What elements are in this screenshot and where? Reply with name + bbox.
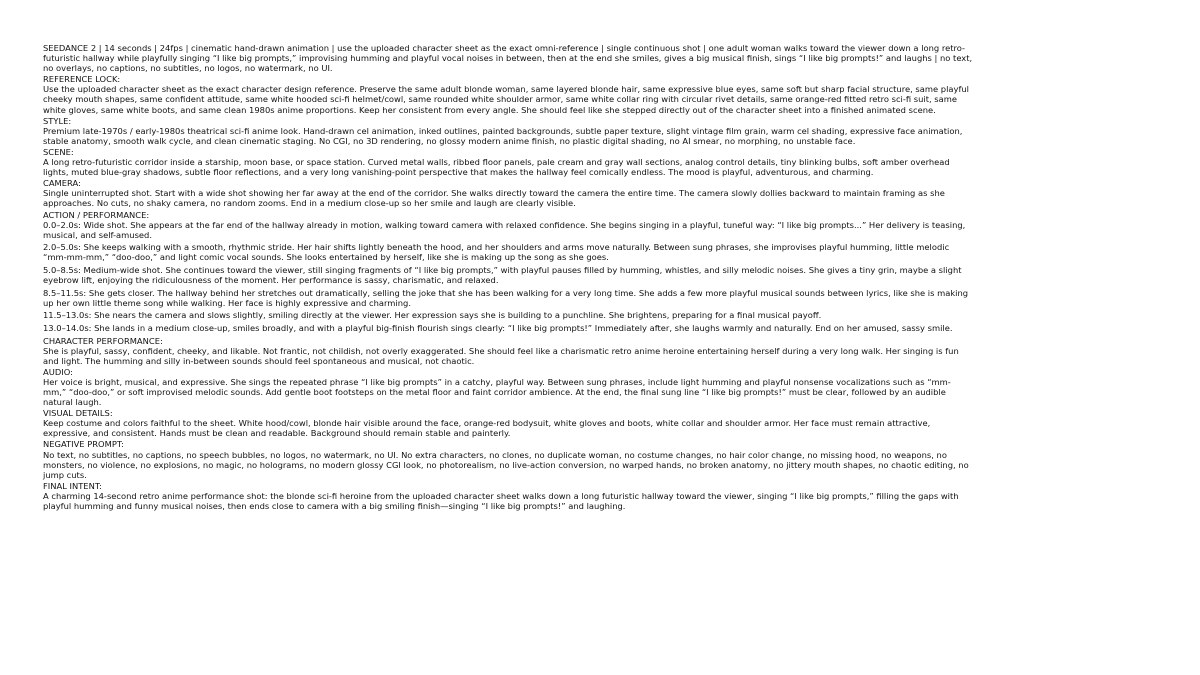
- audio-heading: AUDIO:: [43, 366, 73, 377]
- action-beat-4: 8.5–11.5s: She gets closer. The hallway behind her stretches out dramatically, selling the joke that she has been walking for a very long time. She adds a few more playful musical sounds between lyrics, like she is making up her own little theme song while walking. Her face is highly expressive and charming.: [43, 287, 969, 308]
- action-beat-5: 11.5–13.0s: She nears the camera and slows slightly, smiling directly at the viewer. Her expression says she is building to a punchline. She brightens, preparing for a final musical payoff.: [43, 310, 822, 321]
- action-beat-1: 0.0–2.0s: Wide shot. She appears at the far end of the hallway already in motion, walking toward camera with relaxed confidence. She begins singing in a playful, tuneful way: “I like big prompts...” Her delivery is teasing, musical, and self-amused.: [43, 219, 966, 240]
- visual-details-heading: VISUAL DETAILS:: [43, 408, 113, 419]
- camera-body: Single uninterrupted shot. Start with a wide shot showing her far away at the end of the corridor. She walks directly toward the camera the entire time. The camera slowly dollies backward to maintain framing as she approaches. No cuts, no shaky camera, no random zooms. End in a medium close-up so her smile and laugh are clearly visible.: [43, 188, 945, 209]
- character-performance-heading: CHARACTER PERFORMANCE:: [43, 335, 163, 346]
- negative-prompt-body: No text, no subtitles, no captions, no speech bubbles, no logos, no watermark, no UI. No extra characters, no clones, no duplicate woman, no costume changes, no hair color change, no missing hood, no weapons, no monsters, no violence, no explosions, no magic, no holograms, no modern glossy CGI look, no photorealism, no live-action conversion, no warped hands, no broken anatomy, no jittery mouth shapes, no chaotic editing, no jump cuts.: [43, 449, 969, 480]
- reference-lock-body: Use the uploaded character sheet as the exact character design reference. Preserve the same adult blonde woman, same layered blonde hair, same expressive blue eyes, same soft but sharp facial structure, same playful cheeky mouth shapes, same confident attitude, same white hooded sci-fi helmet/cowl, same rounded white shoulder armor, same white collar ring with circular rivet details, same orange-red fitted retro sci-fi suit, same white gloves, same white boots, and same clean 1980s anime proportions. Keep her consistent from every angle. She should feel like she stepped directly out of the character sheet into a finished animated scene.: [43, 84, 969, 115]
- character-performance-body: She is playful, sassy, confident, cheeky, and likable. Not frantic, not childish, not overly exaggerated. She should feel like a charismatic retro anime heroine entertaining herself during a very long walk. Her singing is fun and light. The humming and silly in-between sounds should feel spontaneous and musical, not chaotic.: [43, 345, 959, 366]
- intro-paragraph: SEEDANCE 2 | 14 seconds | 24fps | cinematic hand-drawn animation | use the uploaded character sheet as the exact omni-reference | single continuous shot | one adult woman walks toward the viewer down a long retro-futuristic hallway while playfully singing “I like big prompts,” improvising humming and playful vocal noises in between, then at the end she smiles, gives a big musical finish, sings “I like big prompts!” and laughs | no text, no overlays, no captions, no subtitles, no logos, no watermark, no UI.: [43, 43, 973, 74]
- style-heading: STYLE:: [43, 115, 72, 126]
- action-heading: ACTION / PERFORMANCE:: [43, 209, 150, 220]
- final-intent-body: A charming 14-second retro anime performance shot: the blonde sci-fi heroine from the uploaded character sheet walks down a long futuristic hallway toward the viewer, singing “I like big prompts,” filling the gaps with playful humming and funny musical noises, then ends close to camera with a big smiling finish—singing “I like big prompts!” and laughing.: [43, 490, 959, 512]
- camera-heading: CAMERA:: [43, 178, 81, 189]
- action-beat-2: 2.0–5.0s: She keeps walking with a smooth, rhythmic stride. Her hair shifts lightly beneath the hood, and her shoulders and arms move naturally. Between sung phrases, she improvises playful humming, little melodic “mm-mm-mm,” “doo-doo,” and light comic vocal sounds. She looks entertained by herself, like she is making up the song as she goes.: [43, 242, 950, 263]
- reference-lock-heading: REFERENCE LOCK:: [43, 74, 121, 85]
- audio-body: Her voice is bright, musical, and expressive. She sings the repeated phrase “I like big prompts” in a catchy, playful way. Between sung phrases, include light humming and playful nonsense vocalizations such as “mm-mm,” “doo-doo,” or soft improvised melodic sounds. Add gentle boot footsteps on the metal floor and faint corridor ambience. At the end, the final sung line “I like big prompts!” must be clear, followed by an audible natural laugh.: [43, 376, 951, 408]
- action-beat-6: 13.0–14.0s: She lands in a medium close-up, smiles broadly, and with a playful big-finish flourish sings clearly: “I like big prompts!” Immediately after, she laughs warmly and naturally. End on her amused, sassy smile.: [43, 322, 953, 333]
- negative-prompt-heading: NEGATIVE PROMPT:: [43, 439, 124, 450]
- scene-body: A long retro-futuristic corridor inside a starship, moon base, or space station. Curved metal walls, ribbed floor panels, pale cream and gray wall sections, analog control details, tiny blinking bulbs, soft amber overhead lights, muted blue-gray shadows, subtle floor reflections, and a very long vanishing-point perspective that makes the hallway feel comically endless. The mood is playful, adventurous, and charming.: [43, 157, 950, 178]
- prompt-document: [43, 43, 973, 512]
- action-beat-3: 5.0–8.5s: Medium-wide shot. She continues toward the viewer, still singing fragments of “I like big prompts,” with playful pauses filled by humming, whistles, and silly melodic noises. She gives a tiny grin, maybe a slight eyebrow lift, enjoying the ridiculousness of the moment. Her performance is sassy, charismatic, and relaxed.: [43, 264, 962, 286]
- visual-details-body: Keep costume and colors faithful to the sheet. White hood/cowl, blonde hair visible around the face, orange-red bodysuit, white gloves and boots, white collar and shoulder armor. Her face must remain attractive, expressive, and consistent. Hands must be clean and readable. Background should remain stable and painterly.: [43, 418, 931, 439]
- style-body: Premium late-1970s / early-1980s theatrical sci-fi anime look. Hand-drawn cel animation, inked outlines, painted backgrounds, subtle paper texture, slight vintage film grain, warm cel shading, expressive face animation, stable anatomy, smooth walk cycle, and clean cinematic staging. No CGI, no 3D rendering, no glossy modern anime finish, no plastic digital shading, no AI smear, no morphing, no unstable face.: [43, 125, 963, 146]
- scene-heading: SCENE:: [43, 146, 74, 157]
- final-intent-heading: FINAL INTENT:: [43, 480, 102, 491]
